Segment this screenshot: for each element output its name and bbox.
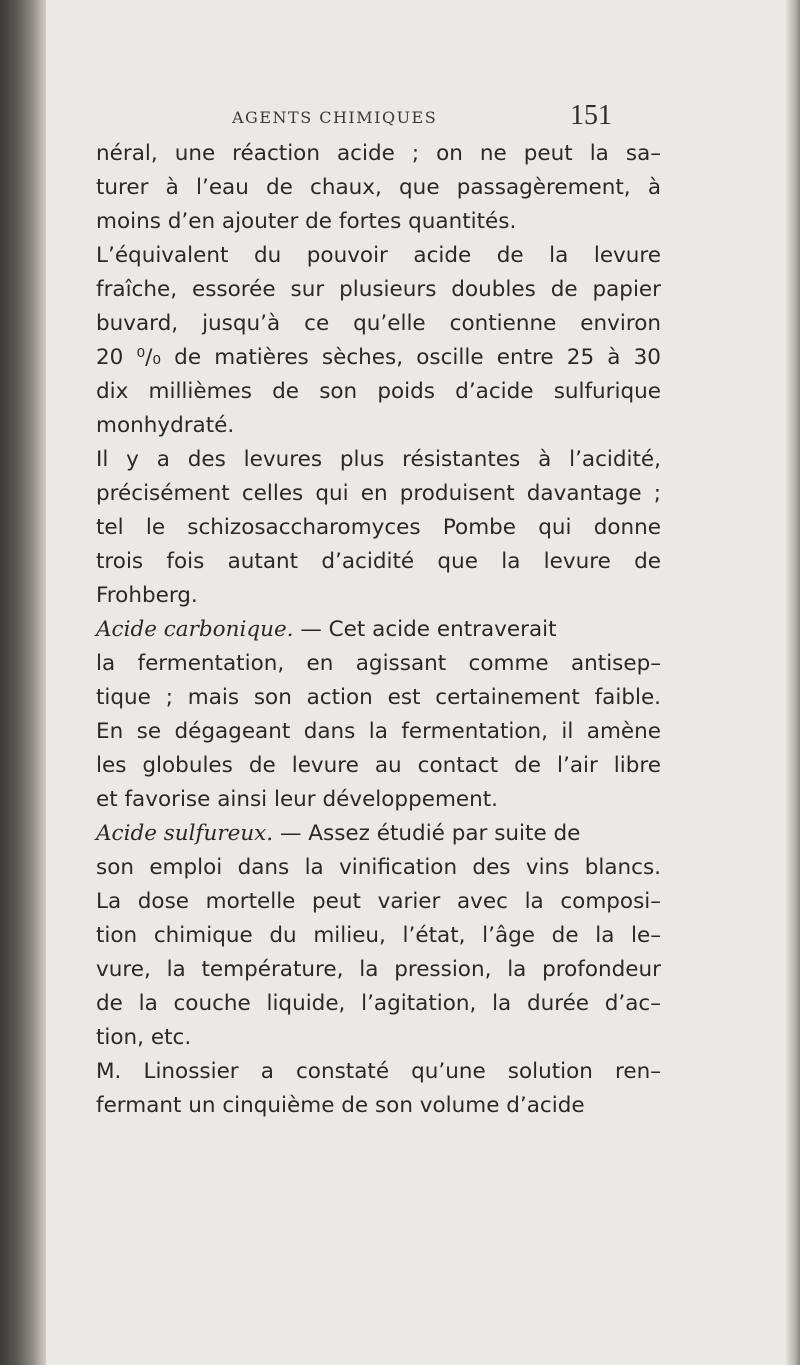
text-line: tion chimique du milieu, l’état, l’âge de la le–: [96, 923, 661, 948]
page-header: [0, 100, 800, 140]
page-edge-right: [786, 0, 800, 1365]
text-line: néral, une réaction acide ; on ne peut la sa–: [96, 141, 661, 166]
text-line: tion, etc.: [96, 1025, 192, 1050]
page-number: 151: [570, 100, 612, 131]
text-line: de la couche liquide, l’agitation, la durée d’ac–: [96, 991, 661, 1016]
text-line: buvard, jusqu’à ce qu’elle contienne environ: [96, 311, 661, 336]
text-line: turer à l’eau de chaux, que passagèrement, à: [96, 175, 661, 200]
text-line: La dose mortelle peut varier avec la composi–: [96, 889, 661, 914]
text-line: monhydraté.: [96, 413, 235, 438]
text-line: Frohberg.: [96, 583, 198, 608]
text-line: fermant un cinquième de son volume d’acide: [96, 1093, 585, 1118]
text-line: [96, 817, 661, 851]
running-title: AGENTS CHIMIQUES: [232, 108, 438, 127]
text-line: L’équivalent du pouvoir acide de la levure: [96, 243, 661, 268]
text-line: son emploi dans la vinification des vins blancs.: [96, 855, 661, 880]
section-heading-sulfureux: Acide sulfureux.: [96, 821, 274, 846]
text-line: Il y a des levures plus résistantes à l’acidité,: [96, 447, 661, 472]
text-line: M. Linossier a constaté qu’une solution ren–: [96, 1059, 661, 1084]
text-run: — Assez étudié par suite de: [273, 821, 581, 846]
text-line: 20 ⁰/₀ de matières sèches, oscille entre 25 à 30: [96, 345, 661, 370]
body-text: [96, 137, 661, 1123]
text-line: fraîche, essorée sur plusieurs doubles de papier: [96, 277, 661, 302]
text-line: vure, la température, la pression, la profondeur: [96, 957, 661, 982]
text-line: précisément celles qui en produisent davantage ;: [96, 481, 661, 506]
text-line: tel le schizosaccharomyces Pombe qui donne: [96, 515, 661, 540]
text-line: En se dégageant dans la fermentation, il amène: [96, 719, 661, 744]
text-line: la fermentation, en agissant comme antisep–: [96, 651, 661, 676]
text-line: moins d’en ajouter de fortes quantités.: [96, 209, 517, 234]
binding-shadow-left: [0, 0, 46, 1365]
text-line: trois fois autant d’acidité que la levure de: [96, 549, 661, 574]
text-line: et favorise ainsi leur développement.: [96, 787, 499, 812]
text-line: tique ; mais son action est certainement faible.: [96, 685, 661, 710]
text-line: les globules de levure au contact de l’air libre: [96, 753, 661, 778]
text-line: dix millièmes de son poids d’acide sulfurique: [96, 379, 661, 404]
text-line: [96, 613, 661, 647]
text-run: — Cet acide entraverait: [293, 617, 557, 642]
section-heading-carbonique: Acide carbonique.: [96, 617, 294, 642]
